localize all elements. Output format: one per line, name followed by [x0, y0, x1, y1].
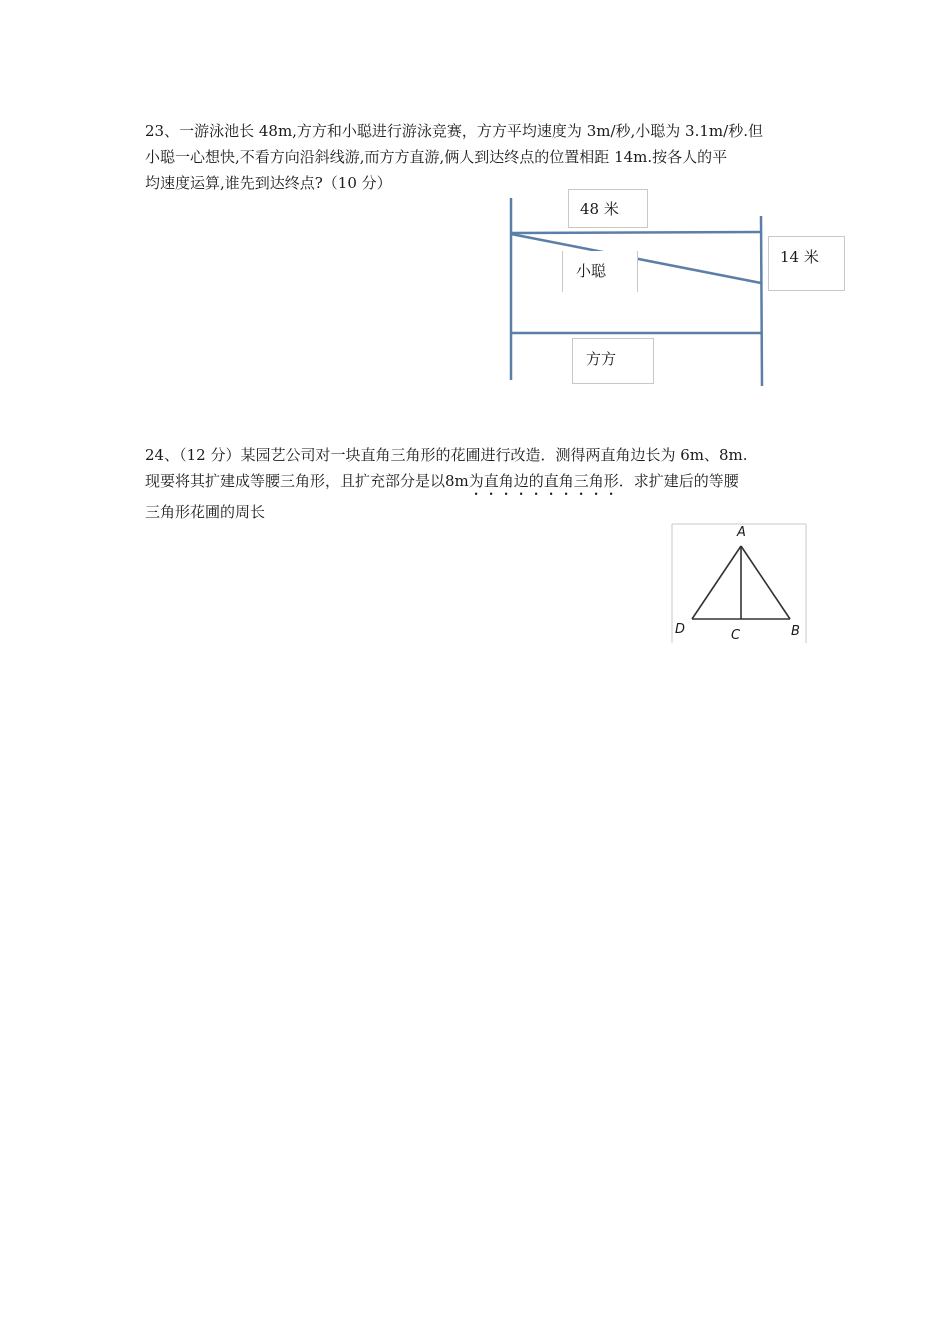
q24-line-2-end: ．求扩建后的等腰	[618, 472, 739, 490]
q23-line-2: 小聪一心想快,不看方向沿斜线游,而方方直游,俩人到达终点的位置相距 14m.按各人的平	[145, 148, 728, 166]
side-ad	[692, 546, 741, 619]
fangfang-label-text: 方方	[586, 350, 617, 368]
q23-line-1: 23、一游泳池长 48m,方方和小聪进行游泳竞赛，方方平均速度为 3m/秒,小聪为 3.1m/秒.但	[145, 122, 763, 140]
point-a-label: A	[737, 525, 746, 540]
q23-line-3: 均速度运算,谁先到达终点?（10 分）	[145, 174, 392, 192]
q24-emphasized-phrase: 为直角边的直角三角形	[468, 472, 619, 490]
q24-line-1: 24、（12 分）某园艺公司对一块直角三角形的花圃进行改造．测得两直角边长为 6m、8m.	[145, 446, 748, 464]
length-label-text: 48 米	[580, 200, 619, 218]
q24-line-2-start: 现要将其扩建成等腰三角形，且扩充部分是以8m	[145, 472, 469, 490]
q24-line-3: 三角形花圃的周长	[145, 503, 266, 521]
point-c-label: C	[731, 628, 741, 643]
xiaocong-label-text: 小聪	[576, 262, 607, 280]
point-d-label: D	[675, 622, 686, 637]
gap-label-text: 14 米	[780, 248, 819, 266]
side-ab	[741, 546, 790, 619]
point-b-label: B	[791, 624, 800, 639]
